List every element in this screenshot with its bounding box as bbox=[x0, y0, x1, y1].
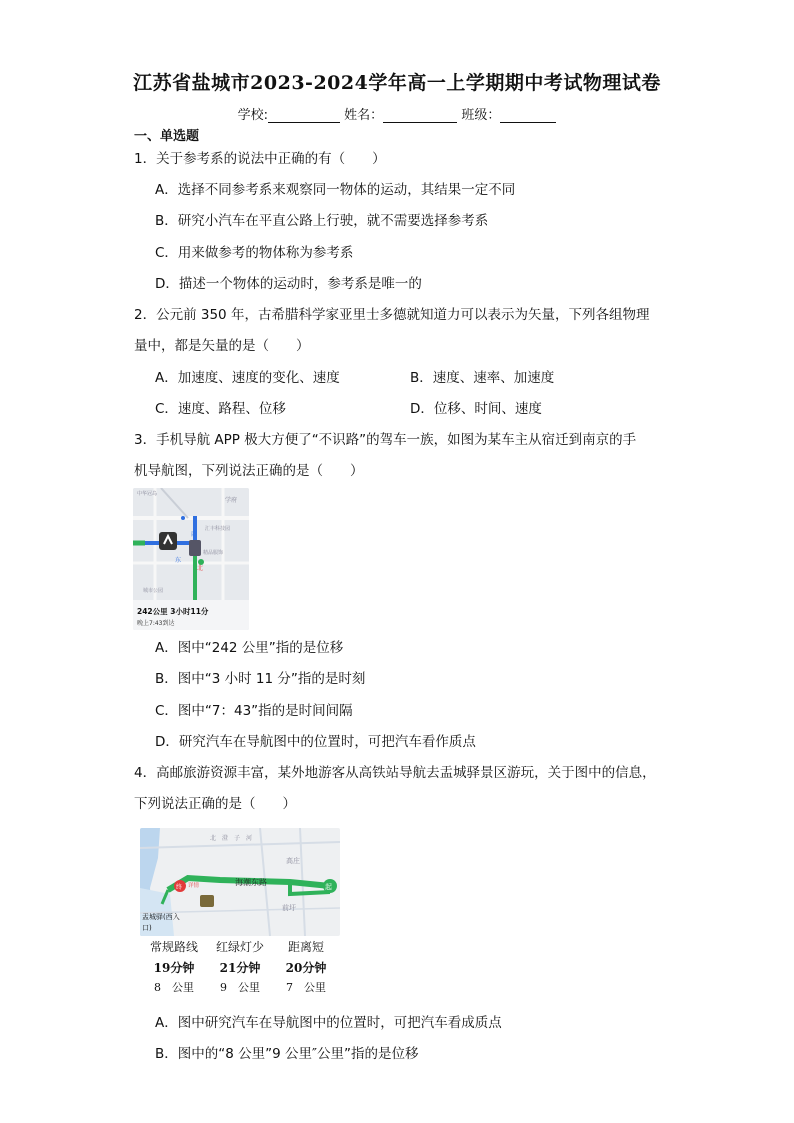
map-label-jingyuan: 精品服饰 bbox=[203, 550, 224, 556]
exam-title: 江苏省盐城市2023-2024学年高一上学期期中考试物理试卷 bbox=[133, 72, 661, 94]
q2-option-c: C．速度、路程、位移 bbox=[155, 401, 286, 417]
q3-option-c: C．图中“7：43”指的是时间间隔 bbox=[155, 703, 353, 719]
name-label: 姓名： bbox=[344, 108, 384, 123]
map-label-huashan: 中华冠岛 bbox=[137, 491, 158, 497]
q3-stem-line2: 机导航图，下列说法正确的是（ ） bbox=[134, 463, 364, 479]
class-blank[interactable] bbox=[500, 108, 556, 123]
car-icon bbox=[189, 540, 201, 556]
route-option-regular[interactable] bbox=[144, 938, 204, 995]
road-label: 海潮东路 bbox=[235, 878, 267, 887]
q1-option-b: B．研究小汽车在平直公路上行驶，就不需要选择参考系 bbox=[155, 213, 489, 229]
name-blank[interactable] bbox=[383, 108, 457, 123]
map-label-park: 城市公园 bbox=[143, 588, 164, 594]
school-label: 学校: bbox=[237, 108, 269, 123]
map-label-xuefu: 学府 bbox=[225, 497, 238, 504]
q3-stem-line1: 3．手机导航 APP 极大方便了“不识路”的驾车一族，如图为某车主从宿迁到南京的手 bbox=[134, 432, 637, 448]
end-marker-text: 终 bbox=[176, 884, 183, 891]
map-label-gaozhuang: 高庄 bbox=[286, 857, 300, 865]
map-label-river: 北 澄 子 河 bbox=[210, 835, 253, 842]
route-name: 红绿灯少 bbox=[215, 940, 264, 954]
q4-stem-line2: 下列说法正确的是（ ） bbox=[134, 796, 296, 812]
route-time-unit: 分钟 bbox=[170, 961, 195, 975]
route-option-shortest[interactable] bbox=[276, 938, 336, 995]
route-name: 常规路线 bbox=[149, 940, 198, 954]
route-distance: 7 公里 bbox=[286, 981, 326, 994]
route-time-unit: 分钟 bbox=[236, 961, 261, 975]
route-name: 距离短 bbox=[287, 940, 324, 954]
q1-option-d: D．描述一个物体的运动时，参考系是唯一的 bbox=[155, 276, 422, 292]
school-blank[interactable] bbox=[268, 108, 340, 123]
q3-option-b: B．图中“3 小时 11 分”指的是时刻 bbox=[155, 671, 366, 687]
route-distance: 8 公里 bbox=[154, 981, 194, 994]
q2-stem-line1: 2．公元前 350 年，古希腊科学家亚里士多德就知道力可以表示为矢量，下列各组物理 bbox=[134, 307, 650, 323]
q1-option-a: A．选择不同参考系来观察同一物体的运动，其结果一定不同 bbox=[155, 182, 516, 198]
q2-option-d: D．位移、时间、速度 bbox=[410, 401, 542, 417]
q3-navigation-map bbox=[133, 488, 249, 630]
q2-stem-line2: 量中，都是矢量的是（ ） bbox=[134, 338, 310, 354]
q4-navigation-map bbox=[140, 828, 340, 936]
place-label-1: 盂城驿(西入 bbox=[142, 913, 180, 921]
place-label-2: 口) bbox=[142, 924, 152, 932]
route-option-fewer-lights[interactable] bbox=[210, 938, 270, 995]
q2-option-a: A．加速度、速度的变化、速度 bbox=[155, 370, 340, 386]
section-heading: 一、单选题 bbox=[134, 129, 200, 144]
route-time-num: 19 bbox=[153, 961, 171, 975]
q1-option-c: C．用来做参考的物体称为参考系 bbox=[155, 245, 354, 261]
q3-option-a: A．图中“242 公里”指的是位移 bbox=[155, 640, 344, 656]
q4-option-b: B．图中的“8 公里”9 公里″公里”指的是位移 bbox=[155, 1046, 419, 1062]
scenic-photo-icon bbox=[200, 895, 214, 907]
map-label-huiqi: 汇丰科技园 bbox=[205, 526, 231, 532]
map-label-east: 东 bbox=[175, 557, 182, 564]
route-time-num: 20 bbox=[285, 961, 303, 975]
map-label-north: 北 bbox=[197, 565, 204, 572]
q2-option-b: B．速度、速率、加速度 bbox=[410, 370, 555, 386]
route-time-num: 21 bbox=[219, 961, 237, 975]
route-time-unit: 分钟 bbox=[302, 961, 327, 975]
map-label-qianyu: 前圩 bbox=[282, 904, 296, 912]
nav-summary: 242公里 3小时11分 bbox=[137, 607, 209, 616]
start-marker-text: 起 bbox=[325, 883, 332, 891]
route-distance: 9 公里 bbox=[220, 981, 260, 994]
route-options bbox=[140, 938, 340, 996]
class-label: 班级： bbox=[461, 108, 501, 123]
q4-option-a: A．图中研究汽车在导航图中的位置时，可把汽车看成质点 bbox=[155, 1015, 502, 1031]
student-info-row bbox=[0, 104, 794, 123]
q4-stem-line1: 4．高邮旅游资源丰富，某外地游客从高铁站导航去盂城驿景区游玩，关于图中的信息， bbox=[134, 765, 656, 781]
nav-arrival: 晚上7:43到达 bbox=[137, 620, 175, 627]
detail-label: 详情 bbox=[188, 883, 200, 889]
q1-stem: 1．关于参考系的说法中正确的有（ ） bbox=[134, 151, 386, 167]
map-label-west: 西 bbox=[191, 531, 198, 538]
q3-option-d: D．研究汽车在导航图中的位置时，可把汽车看作质点 bbox=[155, 734, 476, 750]
